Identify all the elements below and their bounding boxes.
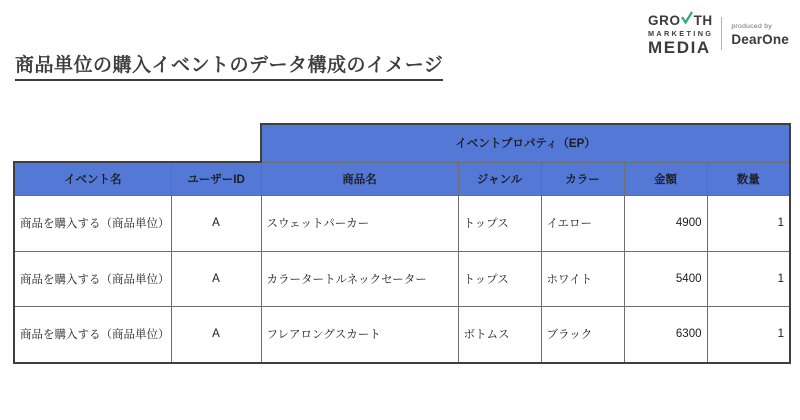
column-header-event-name: イベント名 bbox=[14, 162, 171, 195]
logo-divider bbox=[721, 17, 722, 50]
cell-color: イエロー bbox=[541, 195, 624, 251]
cell-event-name: 商品を購入する（商品単位） bbox=[14, 251, 171, 306]
table-row bbox=[14, 306, 790, 363]
ep-header-cell: イベントプロパティ（EP） bbox=[261, 124, 790, 162]
cell-user-id: A bbox=[171, 306, 261, 363]
growth-marketing-media-logo bbox=[648, 11, 789, 56]
cell-amount: 6300 bbox=[624, 306, 707, 363]
ep-header-spacer bbox=[14, 124, 261, 162]
producer-credit bbox=[731, 21, 789, 47]
column-header-product-name: 商品名 bbox=[261, 162, 458, 195]
ep-header-row bbox=[14, 124, 790, 162]
page-title: 商品単位の購入イベントのデータ構成のイメージ bbox=[15, 55, 443, 81]
cell-product-name: スウェットパーカー bbox=[261, 195, 458, 251]
column-header-genre: ジャンル bbox=[458, 162, 541, 195]
logo-line-media: MEDIA bbox=[648, 38, 711, 58]
logo-line-growth bbox=[648, 11, 713, 28]
column-header-color: カラー bbox=[541, 162, 624, 195]
logo-growth-post: TH bbox=[693, 13, 713, 28]
cell-amount: 5400 bbox=[624, 251, 707, 306]
produced-by-label: produced by bbox=[731, 22, 773, 30]
cell-user-id: A bbox=[171, 251, 261, 306]
column-header-user-id: ユーザーID bbox=[171, 162, 261, 195]
cell-quantity: 1 bbox=[707, 251, 790, 306]
column-header-quantity: 数量 bbox=[707, 162, 790, 195]
table-row bbox=[14, 251, 790, 306]
cell-user-id: A bbox=[171, 195, 261, 251]
dearone-logo: DearOne bbox=[731, 31, 790, 47]
logo-growth-pre: GRO bbox=[648, 13, 681, 28]
table-row bbox=[14, 195, 790, 251]
cell-genre: トップス bbox=[458, 195, 541, 251]
event-data-table bbox=[13, 123, 791, 364]
column-header-row bbox=[14, 162, 790, 195]
column-header-amount: 金額 bbox=[624, 162, 707, 195]
logo-line-marketing: MARKETING bbox=[648, 29, 714, 38]
cell-quantity: 1 bbox=[707, 195, 790, 251]
cell-product-name: カラータートルネックセーター bbox=[261, 251, 458, 306]
cell-color: ホワイト bbox=[541, 251, 624, 306]
cell-quantity: 1 bbox=[707, 306, 790, 363]
cell-genre: トップス bbox=[458, 251, 541, 306]
logo-wordmark bbox=[648, 11, 713, 56]
cell-color: ブラック bbox=[541, 306, 624, 363]
cell-event-name: 商品を購入する（商品単位） bbox=[14, 306, 171, 363]
cell-amount: 4900 bbox=[624, 195, 707, 251]
cell-product-name: フレアロングスカート bbox=[261, 306, 458, 363]
cell-event-name: 商品を購入する（商品単位） bbox=[14, 195, 171, 251]
cell-genre: ボトムス bbox=[458, 306, 541, 363]
growth-check-icon bbox=[681, 11, 693, 27]
